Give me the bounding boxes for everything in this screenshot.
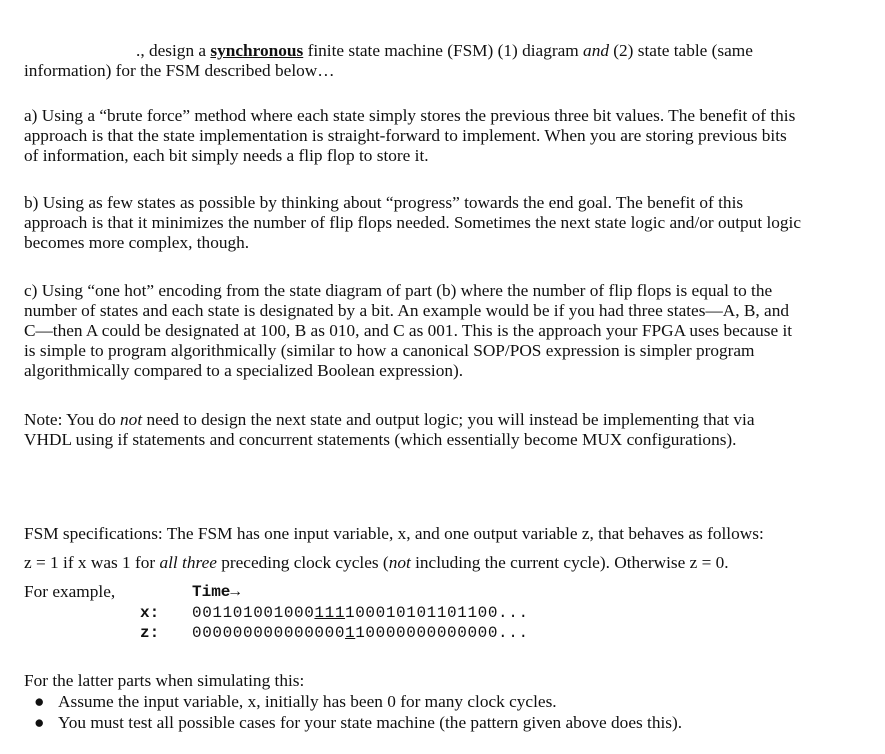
latter-section [24,670,304,691]
z-bits: 000000000000000 [192,624,346,642]
latter-heading: For the latter parts when simulating this: [24,671,305,690]
note-emphasis: not [120,410,143,429]
part-c-line: c) Using “one hot” encoding from the state diagram of part (b) where the number of flip flops is equal to the [24,281,773,300]
intro-line-2: information) for the FSM described below… [24,61,335,80]
spec-text: preceding clock cycles ( [216,553,389,572]
part-a-line: of information, each bit simply needs a flip flop to store it. [24,146,429,165]
bullet-item [0,712,682,733]
spec-paragraph [24,517,764,575]
z-bits: 10000000000000... [355,624,529,642]
bullet-icon: ● [34,692,45,711]
note-paragraph [24,410,755,450]
part-c-line: C—then A could be designated at 100, B as 010, and C as 001. This is the approach your FPGA uses because it [24,321,793,340]
x-bits: 001101001000 [192,604,315,622]
intro-emphasis: and [583,41,609,60]
part-c-paragraph [24,281,792,381]
note-line-2: VHDL using if statements and concurrent statements (which essentially become MUX configurations). [24,430,737,449]
spec-text: z = 1 if x was 1 for [24,553,160,572]
part-b-line: approach is that it minimizes the number of flip flops needed. Sometimes the next state logic and/or output logic [24,213,801,232]
x-bits: 100010101101100... [345,604,529,622]
spec-emphasis: all three [159,553,217,572]
note-text: Note: You do [24,410,121,429]
note-text: need to design the next state and output logic; you will instead be implementing that via [142,410,755,429]
part-b-paragraph [24,193,801,253]
z-sequence [192,624,529,642]
part-a-line: a) Using a “brute force” method where each state simply stores the previous three bit values. The benefit of this [24,106,796,125]
intro-text: ., design a [136,41,211,60]
part-b-line: b) Using as few states as possible by thinking about “progress” towards the end goal. The benefit of this [24,193,744,212]
spec-line-1: FSM specifications: The FSM has one input variable, x, and one output variable z, that behaves as follows: [24,524,764,543]
part-c-line: is simple to program algorithmically (similar to how a canonical SOP/POS expression is simpler program [24,341,755,360]
z-label: z: [140,624,160,642]
example-label: For example, [24,582,116,601]
z-bits-highlighted: 1 [345,624,356,642]
bullet-text: Assume the input variable, x, initially has been 0 for many clock cycles. [58,692,557,711]
intro-text: (2) state table (same [608,41,753,60]
part-b-line: becomes more complex, though. [24,233,250,252]
x-sequence [192,604,529,622]
synchronous-keyword: synchronous [210,41,304,60]
bullet-list [0,691,682,733]
bullet-text: You must test all possible cases for your state machine (the pattern given above does this). [58,713,683,732]
bullet-icon: ● [34,713,45,732]
part-c-line: algorithmically compared to a specialized Boolean expression). [24,361,464,380]
part-a-paragraph [24,106,795,166]
x-label: x: [140,604,160,622]
x-bits-highlighted: 111 [314,604,346,622]
intro-text: finite state machine (FSM) (1) diagram [303,41,584,60]
bullet-item [0,691,682,712]
spec-emphasis: not [388,553,411,572]
time-label: Time→ [192,583,241,601]
spec-text: including the current cycle). Otherwise z = 0. [410,553,729,572]
part-c-line: number of states and each state is designated by a bit. An example would be if you had three states—A, B, and [24,301,789,320]
intro-paragraph [24,41,753,81]
part-a-line: approach is that the state implementation is straight-forward to implement. When you are storing previous bits [24,126,787,145]
